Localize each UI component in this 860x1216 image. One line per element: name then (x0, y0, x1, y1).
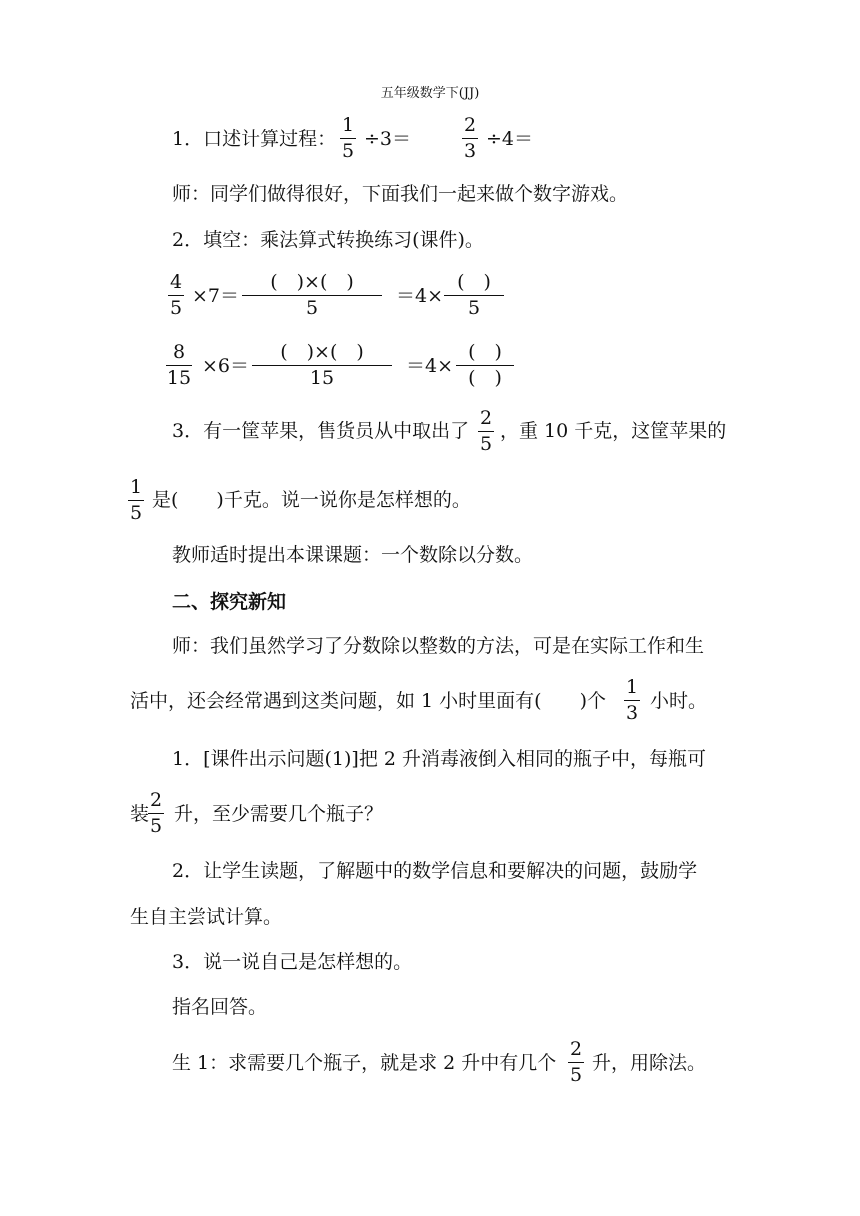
denominator: 5 (341, 140, 355, 162)
equation-operator: ＝4× (396, 285, 444, 307)
fraction-bar (148, 813, 164, 814)
fraction (568, 1040, 584, 1085)
numerator: 8 (172, 341, 186, 363)
numerator: 1 (341, 114, 355, 136)
equation-operator: ×7＝ (192, 285, 240, 307)
fraction-bar (462, 138, 478, 139)
numerator: 2 (569, 1038, 583, 1060)
denominator: ( ) (468, 367, 502, 389)
denominator: 5 (479, 433, 493, 455)
numerator: ( ) (457, 271, 491, 293)
student-answer: 升，用除法。 (592, 1052, 707, 1074)
denominator: 15 (309, 367, 335, 389)
fraction (168, 273, 184, 318)
item3-text: ，重 10 千克，这筐苹果的 (500, 420, 727, 442)
item3-text: 是( )千克。说一说你是怎样想的。 (152, 489, 471, 511)
section-heading: 二、探究新知 (172, 591, 287, 613)
problem-text: 升，至少需要几个瓶子？ (174, 803, 384, 825)
numerator: 1 (129, 476, 143, 498)
numerator: 1 (625, 676, 639, 698)
fraction-bar (456, 365, 514, 366)
fraction-bar (168, 295, 184, 296)
fraction-bar (166, 365, 192, 366)
fraction-bar (252, 365, 392, 366)
numerator: ( )×( ) (270, 271, 354, 293)
lesson-topic: 教师适时提出本课课题：一个数除以分数。 (172, 544, 534, 566)
fraction (166, 343, 192, 388)
denominator: 5 (305, 297, 319, 319)
fraction-bar (128, 500, 144, 501)
numerator: ( ) (468, 341, 502, 363)
teacher-remark: 师：同学们做得很好，下面我们一起来做个数字游戏。 (172, 183, 629, 205)
numerator: 4 (169, 271, 183, 293)
student-answer: 生 1：求需要几个瓶子，就是求 2 升中有几个 (172, 1052, 557, 1074)
denominator: 5 (569, 1064, 583, 1086)
fraction-bar (624, 700, 640, 701)
item3-text: 3．有一筐苹果，售货员从中取出了 (172, 420, 470, 442)
fraction-bar (242, 295, 382, 296)
denominator: 3 (625, 702, 639, 724)
problem-text: 1．[课件出示问题(1)]把 2 升消毒液倒入相同的瓶子中，每瓶可 (172, 748, 706, 770)
numerator: ( )×( ) (280, 341, 364, 363)
step-text: 3．说一说自己是怎样想的。 (172, 951, 413, 973)
fraction-bar (478, 431, 494, 432)
numerator: 2 (463, 114, 477, 136)
fraction (456, 343, 514, 388)
teacher-remark: 活中，还会经常遇到这类问题，如 1 小时里面有( )个 (130, 690, 606, 712)
step-text: 2．让学生读题，了解题中的数学信息和要解决的问题，鼓励学 (172, 860, 698, 882)
denominator: 5 (129, 502, 143, 524)
item1-operator: ÷4＝ (486, 128, 534, 150)
denominator: 5 (169, 297, 183, 319)
item2-text: 2．填空：乘法算式转换练习(课件)。 (172, 229, 484, 251)
fraction-bar (568, 1062, 584, 1063)
fraction (462, 116, 478, 161)
problem-text: 装 (130, 803, 150, 825)
denominator: 15 (166, 367, 192, 389)
step-text: 生自主尝试计算。 (130, 906, 283, 928)
item1-label: 1．口述计算过程： (172, 128, 337, 150)
item1-operator: ÷3＝ (364, 128, 412, 150)
fraction (128, 478, 144, 523)
instruction-text: 指名回答。 (172, 996, 268, 1018)
equation-operator: ×6＝ (202, 355, 250, 377)
fraction (444, 273, 504, 318)
numerator: 2 (479, 407, 493, 429)
fraction (148, 791, 164, 836)
denominator: 5 (467, 297, 481, 319)
fraction (242, 273, 382, 318)
page-header: 五年级数学下(JJ) (380, 86, 480, 101)
denominator: 3 (463, 140, 477, 162)
fraction (340, 116, 356, 161)
equation-operator: ＝4× (406, 355, 454, 377)
denominator: 5 (149, 815, 163, 837)
fraction-bar (444, 295, 504, 296)
teacher-remark: 小时。 (650, 690, 708, 712)
teacher-remark: 师：我们虽然学习了分数除以整数的方法，可是在实际工作和生 (172, 635, 705, 657)
fraction (478, 409, 494, 454)
fraction (252, 343, 392, 388)
fraction (624, 678, 640, 723)
numerator: 2 (149, 789, 163, 811)
fraction-bar (340, 138, 356, 139)
